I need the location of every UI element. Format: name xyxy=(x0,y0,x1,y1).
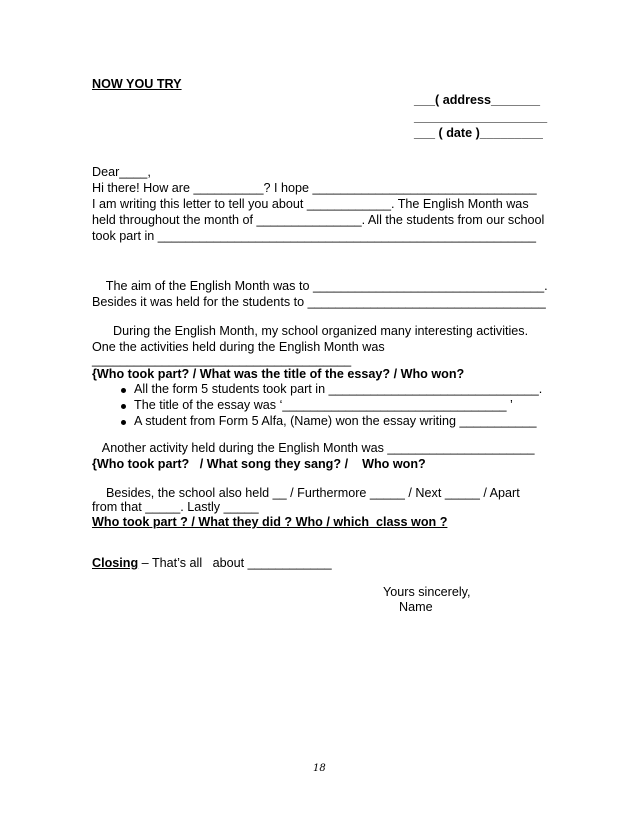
paragraph-2-line: Besides it was held for the students to __________________________________ xyxy=(92,295,546,309)
address-line-2: ___________________ xyxy=(414,110,548,124)
closing-text: – That’s all about ____________ xyxy=(138,556,332,570)
bullet-item: The title of the essay was ‘________________________________ ’ xyxy=(134,398,513,412)
closing-line xyxy=(92,556,332,571)
bullet-icon xyxy=(121,420,126,425)
paragraph-4-line: Another activity held during the English Month was _____________________ xyxy=(92,441,535,455)
paragraph-2-line: The aim of the English Month was to _________________________________. xyxy=(92,279,548,293)
signature-name: Name xyxy=(399,600,433,614)
bullet-item: All the form 5 students took part in ______________________________. xyxy=(134,382,543,396)
page-number: 18 xyxy=(313,763,326,774)
date-line: ___ ( date )_________ xyxy=(414,126,543,140)
paragraph-1-line: Hi there! How are __________? I hope ________________________________ xyxy=(92,181,537,195)
paragraph-5-line: Besides, the school also held __ / Furthermore _____ / Next _____ / Apart xyxy=(92,486,520,500)
paragraph-3-line: One the activities held during the English Month was xyxy=(92,340,385,354)
paragraph-1-line: I am writing this letter to tell you about ____________. The English Month was xyxy=(92,197,529,211)
prompt-song: {Who took part? / What song they sang? / Who won? xyxy=(92,457,426,471)
paragraph-1-line: held throughout the month of _______________. All the students from our school xyxy=(92,213,545,227)
address-line-1: ___( address_______ xyxy=(414,93,541,107)
signoff: Yours sincerely, xyxy=(383,585,471,599)
prompt-essay: {Who took part? / What was the title of the essay? / Who won? xyxy=(92,367,465,381)
salutation: Dear____, xyxy=(92,165,151,179)
closing-label: Closing xyxy=(92,556,139,570)
bullet-icon xyxy=(121,404,126,409)
bullet-icon xyxy=(121,388,126,393)
paragraph-3-line: _____________________________________ xyxy=(92,353,352,367)
prompt-activities: Who took part ? / What they did ? Who / which class won ? xyxy=(92,515,448,529)
page-title: NOW YOU TRY xyxy=(92,77,182,91)
paragraph-5-line: from that _____. Lastly _____ xyxy=(92,500,259,514)
paragraph-1-line: took part in ______________________________________________________ xyxy=(92,229,537,243)
bullet-item: A student from Form 5 Alfa, (Name) won the essay writing ___________ xyxy=(134,414,537,428)
paragraph-3-line: During the English Month, my school organized many interesting activities. xyxy=(92,324,529,338)
